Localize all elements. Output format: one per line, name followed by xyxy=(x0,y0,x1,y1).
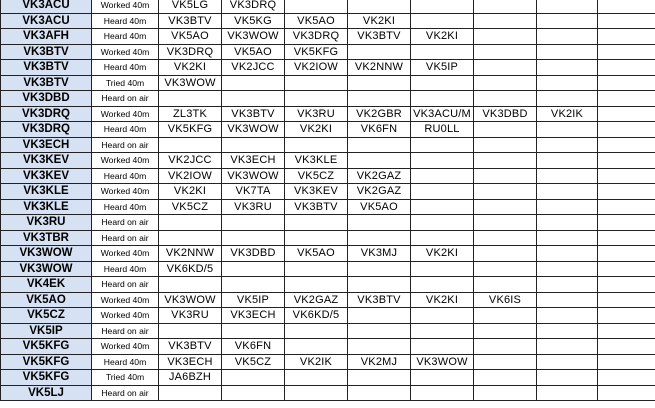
contact-callsign xyxy=(537,323,598,339)
contact-callsign xyxy=(411,308,474,324)
contact-callsign xyxy=(474,184,537,200)
contact-callsign xyxy=(474,370,537,386)
contact-callsign: VK3WOW xyxy=(222,122,285,138)
contact-callsign xyxy=(537,246,598,262)
contact-status: Heard on air xyxy=(92,277,159,293)
contact-callsign: ZL3TK xyxy=(159,106,222,122)
contact-callsign xyxy=(598,29,655,45)
station-callsign: VK3DRQ xyxy=(1,122,92,138)
contact-callsign: VK2IK xyxy=(285,354,348,370)
contact-callsign xyxy=(598,323,655,339)
contact-status: Heard 40m xyxy=(92,354,159,370)
contact-callsign xyxy=(537,292,598,308)
contact-callsign xyxy=(474,277,537,293)
table-row xyxy=(1,261,655,277)
contact-callsign: VK5IP xyxy=(222,292,285,308)
contact-callsign xyxy=(159,385,222,401)
contact-callsign xyxy=(474,44,537,60)
contact-callsign xyxy=(348,215,411,231)
contact-callsign xyxy=(285,385,348,401)
contact-callsign: VK3DRQ xyxy=(159,44,222,60)
contact-callsign xyxy=(537,153,598,169)
contact-callsign: VK5AO xyxy=(285,246,348,262)
contact-callsign: VK5CZ xyxy=(159,199,222,215)
contact-callsign: VK2KI xyxy=(285,122,348,138)
table-row xyxy=(1,323,655,339)
table-row xyxy=(1,230,655,246)
contact-callsign xyxy=(348,370,411,386)
contact-callsign xyxy=(222,277,285,293)
contact-callsign: VK5AO xyxy=(222,44,285,60)
contact-callsign: VK3BTV xyxy=(348,29,411,45)
contact-status: Heard 40m xyxy=(92,122,159,138)
contact-log-body xyxy=(1,0,655,401)
contact-callsign xyxy=(598,122,655,138)
contact-callsign xyxy=(537,91,598,107)
contact-status: Worked 40m xyxy=(92,292,159,308)
contact-callsign: VK3BTV xyxy=(222,106,285,122)
table-row xyxy=(1,168,655,184)
station-callsign: VK3ACU xyxy=(1,0,92,13)
contact-callsign xyxy=(474,153,537,169)
station-callsign: VK5KFG xyxy=(1,339,92,355)
contact-callsign: VK3ACU/M xyxy=(411,106,474,122)
table-row xyxy=(1,106,655,122)
contact-callsign xyxy=(537,230,598,246)
contact-status: Worked 40m xyxy=(92,106,159,122)
station-callsign: VK5LJ xyxy=(1,385,92,401)
table-row xyxy=(1,13,655,29)
contact-callsign xyxy=(222,137,285,153)
station-callsign: VK3ECH xyxy=(1,137,92,153)
table-row xyxy=(1,137,655,153)
station-callsign: VK3KEV xyxy=(1,153,92,169)
contact-status: Tried 40m xyxy=(92,370,159,386)
contact-callsign xyxy=(285,370,348,386)
contact-callsign xyxy=(348,0,411,13)
contact-callsign: VK2KI xyxy=(159,60,222,76)
contact-callsign xyxy=(411,370,474,386)
contact-callsign xyxy=(598,91,655,107)
contact-callsign: VK3ECH xyxy=(159,354,222,370)
contact-callsign: VK3KEV xyxy=(285,184,348,200)
contact-callsign xyxy=(474,122,537,138)
contact-callsign: VK3WOW xyxy=(222,168,285,184)
contact-callsign xyxy=(598,106,655,122)
contact-callsign: VK3BTV xyxy=(159,13,222,29)
contact-callsign xyxy=(348,91,411,107)
station-callsign: VK5IP xyxy=(1,323,92,339)
contact-callsign: VK5IP xyxy=(411,60,474,76)
contact-callsign xyxy=(537,0,598,13)
contact-callsign xyxy=(285,0,348,13)
contact-callsign xyxy=(159,137,222,153)
contact-callsign xyxy=(411,75,474,91)
contact-callsign xyxy=(474,385,537,401)
table-row xyxy=(1,91,655,107)
contact-callsign xyxy=(474,230,537,246)
contact-callsign xyxy=(411,199,474,215)
contact-callsign: VK5CZ xyxy=(222,354,285,370)
contact-status: Heard on air xyxy=(92,215,159,231)
contact-callsign xyxy=(285,230,348,246)
contact-callsign xyxy=(598,75,655,91)
contact-callsign: VK3RU xyxy=(285,106,348,122)
contact-callsign: VK2NNW xyxy=(348,60,411,76)
contact-callsign xyxy=(411,230,474,246)
contact-callsign xyxy=(537,60,598,76)
station-callsign: VK3WOW xyxy=(1,246,92,262)
contact-status: Heard on air xyxy=(92,137,159,153)
contact-status: Heard on air xyxy=(92,323,159,339)
contact-status: Worked 40m xyxy=(92,184,159,200)
contact-callsign xyxy=(537,199,598,215)
contact-callsign xyxy=(598,277,655,293)
table-row xyxy=(1,184,655,200)
contact-status: Heard on air xyxy=(92,230,159,246)
contact-callsign: VK3DRQ xyxy=(222,0,285,13)
contact-callsign: VK3ECH xyxy=(222,153,285,169)
contact-callsign xyxy=(348,44,411,60)
contact-callsign: VK3WOW xyxy=(159,75,222,91)
contact-callsign xyxy=(159,230,222,246)
contact-callsign: VK5KFG xyxy=(285,44,348,60)
contact-callsign xyxy=(537,339,598,355)
contact-callsign: VK6FN xyxy=(222,339,285,355)
station-callsign: VK3BTV xyxy=(1,75,92,91)
contact-callsign xyxy=(598,308,655,324)
contact-callsign xyxy=(474,13,537,29)
contact-callsign xyxy=(598,153,655,169)
contact-callsign xyxy=(348,277,411,293)
contact-callsign xyxy=(348,339,411,355)
contact-callsign: VK3BTV xyxy=(348,292,411,308)
contact-callsign xyxy=(537,44,598,60)
contact-status: Worked 40m xyxy=(92,246,159,262)
table-row xyxy=(1,122,655,138)
table-row xyxy=(1,215,655,231)
contact-callsign xyxy=(474,168,537,184)
contact-callsign xyxy=(348,153,411,169)
station-callsign: VK3BTV xyxy=(1,60,92,76)
contact-callsign xyxy=(285,215,348,231)
table-row xyxy=(1,29,655,45)
station-callsign: VK3ACU xyxy=(1,13,92,29)
station-callsign: VK4EK xyxy=(1,277,92,293)
contact-callsign xyxy=(348,75,411,91)
contact-callsign: VK2IK xyxy=(537,106,598,122)
contact-callsign xyxy=(474,261,537,277)
table-row xyxy=(1,292,655,308)
contact-callsign: VK2KI xyxy=(411,246,474,262)
contact-status: Worked 40m xyxy=(92,153,159,169)
contact-callsign: VK6KD/5 xyxy=(285,308,348,324)
contact-callsign: VK3RU xyxy=(159,308,222,324)
contact-callsign xyxy=(348,323,411,339)
station-callsign: VK5KFG xyxy=(1,354,92,370)
contact-callsign: VK3RU xyxy=(222,199,285,215)
station-callsign: VK5CZ xyxy=(1,308,92,324)
contact-callsign: VK3BTV xyxy=(159,339,222,355)
contact-callsign xyxy=(598,261,655,277)
contact-status: Heard 40m xyxy=(92,168,159,184)
table-row xyxy=(1,277,655,293)
contact-callsign xyxy=(474,323,537,339)
station-callsign: VK5KFG xyxy=(1,370,92,386)
contact-callsign xyxy=(159,277,222,293)
contact-callsign: VK7TA xyxy=(222,184,285,200)
station-callsign: VK3KEV xyxy=(1,168,92,184)
contact-callsign xyxy=(537,29,598,45)
contact-callsign xyxy=(285,277,348,293)
contact-callsign xyxy=(598,385,655,401)
contact-callsign xyxy=(474,215,537,231)
contact-callsign: VK6FN xyxy=(348,122,411,138)
contact-callsign: VK5AO xyxy=(159,29,222,45)
contact-callsign: VK2GAZ xyxy=(348,168,411,184)
station-callsign: VK5AO xyxy=(1,292,92,308)
table-row xyxy=(1,385,655,401)
contact-callsign xyxy=(537,13,598,29)
contact-callsign xyxy=(598,199,655,215)
contact-status: Heard 40m xyxy=(92,29,159,45)
contact-status: Worked 40m xyxy=(92,44,159,60)
contact-callsign xyxy=(537,215,598,231)
station-callsign: VK3DBD xyxy=(1,91,92,107)
contact-callsign xyxy=(537,122,598,138)
contact-callsign: VK2NNW xyxy=(159,246,222,262)
contact-callsign xyxy=(411,13,474,29)
contact-status: Worked 40m xyxy=(92,308,159,324)
contact-callsign xyxy=(159,215,222,231)
contact-callsign xyxy=(222,261,285,277)
contact-callsign xyxy=(537,308,598,324)
contact-status: Heard 40m xyxy=(92,261,159,277)
table-row xyxy=(1,246,655,262)
contact-callsign xyxy=(222,370,285,386)
contact-callsign xyxy=(411,168,474,184)
contact-callsign xyxy=(598,13,655,29)
contact-callsign: VK2KI xyxy=(159,184,222,200)
contact-status: Worked 40m xyxy=(92,0,159,13)
contact-callsign: VK2GAZ xyxy=(348,184,411,200)
contact-status: Tried 40m xyxy=(92,75,159,91)
contact-callsign xyxy=(537,168,598,184)
contact-callsign xyxy=(598,137,655,153)
contact-callsign xyxy=(474,91,537,107)
contact-callsign xyxy=(598,292,655,308)
contact-callsign: VK3DRQ xyxy=(285,29,348,45)
station-callsign: VK3DRQ xyxy=(1,106,92,122)
contact-callsign xyxy=(411,215,474,231)
table-row xyxy=(1,44,655,60)
contact-callsign: VK2KI xyxy=(411,29,474,45)
contact-callsign xyxy=(411,91,474,107)
table-row xyxy=(1,354,655,370)
contact-callsign xyxy=(474,246,537,262)
contact-callsign xyxy=(537,184,598,200)
contact-callsign: VK5KFG xyxy=(159,122,222,138)
contact-callsign xyxy=(411,153,474,169)
contact-callsign xyxy=(598,339,655,355)
contact-callsign xyxy=(411,385,474,401)
station-callsign: VK3KLE xyxy=(1,199,92,215)
contact-callsign xyxy=(598,168,655,184)
contact-callsign xyxy=(285,339,348,355)
contact-callsign: VK3WOW xyxy=(411,354,474,370)
contact-callsign xyxy=(474,0,537,13)
contact-callsign xyxy=(222,215,285,231)
contact-callsign xyxy=(474,339,537,355)
contact-callsign: VK3BTV xyxy=(285,199,348,215)
contact-callsign: VK2JCC xyxy=(159,153,222,169)
contact-callsign xyxy=(598,184,655,200)
contact-callsign xyxy=(348,385,411,401)
contact-callsign xyxy=(537,385,598,401)
table-row xyxy=(1,370,655,386)
contact-callsign xyxy=(411,339,474,355)
contact-callsign: VK5KG xyxy=(222,13,285,29)
contact-callsign: VK3DBD xyxy=(222,246,285,262)
contact-callsign: VK5CZ xyxy=(285,168,348,184)
contact-callsign xyxy=(474,308,537,324)
contact-callsign xyxy=(474,137,537,153)
contact-callsign xyxy=(159,91,222,107)
contact-callsign xyxy=(474,354,537,370)
contact-callsign xyxy=(411,261,474,277)
station-callsign: VK3RU xyxy=(1,215,92,231)
contact-callsign xyxy=(598,215,655,231)
contact-callsign xyxy=(598,370,655,386)
contact-callsign xyxy=(222,323,285,339)
contact-callsign xyxy=(222,91,285,107)
station-callsign: VK3BTV xyxy=(1,44,92,60)
contact-callsign xyxy=(537,277,598,293)
contact-callsign: VK2GAZ xyxy=(285,292,348,308)
table-row xyxy=(1,308,655,324)
contact-callsign: VK2GBR xyxy=(348,106,411,122)
table-row xyxy=(1,153,655,169)
table-row xyxy=(1,199,655,215)
contact-callsign xyxy=(411,323,474,339)
contact-callsign: VK2MJ xyxy=(348,354,411,370)
contact-callsign xyxy=(222,75,285,91)
contact-callsign xyxy=(411,137,474,153)
contact-status: Heard 40m xyxy=(92,60,159,76)
contact-callsign xyxy=(598,354,655,370)
contact-status: Heard 40m xyxy=(92,13,159,29)
contact-callsign: VK3DBD xyxy=(474,106,537,122)
contact-callsign: VK3WOW xyxy=(159,292,222,308)
contact-callsign: JA6BZH xyxy=(159,370,222,386)
contact-callsign xyxy=(537,261,598,277)
contact-callsign: VK2KI xyxy=(348,13,411,29)
contact-callsign xyxy=(474,199,537,215)
contact-callsign: VK2IOW xyxy=(159,168,222,184)
station-callsign: VK3WOW xyxy=(1,261,92,277)
contact-callsign xyxy=(537,370,598,386)
contact-callsign xyxy=(474,75,537,91)
contact-callsign xyxy=(222,230,285,246)
contact-callsign xyxy=(598,60,655,76)
contact-callsign xyxy=(598,246,655,262)
contact-status: Heard on air xyxy=(92,91,159,107)
contact-callsign: VK5AO xyxy=(285,13,348,29)
table-row xyxy=(1,0,655,13)
contact-callsign xyxy=(159,323,222,339)
table-row xyxy=(1,339,655,355)
contact-callsign: VK3WOW xyxy=(222,29,285,45)
contact-callsign: RU0LL xyxy=(411,122,474,138)
contact-callsign xyxy=(474,29,537,45)
contact-callsign xyxy=(598,230,655,246)
contact-callsign xyxy=(598,44,655,60)
contact-callsign: VK3MJ xyxy=(348,246,411,262)
contact-callsign: VK2KI xyxy=(411,292,474,308)
contact-callsign: VK5AO xyxy=(348,199,411,215)
contact-callsign xyxy=(348,261,411,277)
contact-callsign xyxy=(285,137,348,153)
contact-callsign xyxy=(537,137,598,153)
contact-callsign: VK6KD/5 xyxy=(159,261,222,277)
contact-status: Worked 40m xyxy=(92,339,159,355)
contact-callsign: VK2IOW xyxy=(285,60,348,76)
contact-status: Heard on air xyxy=(92,385,159,401)
contact-callsign xyxy=(537,75,598,91)
contact-callsign: VK2JCC xyxy=(222,60,285,76)
contact-callsign xyxy=(537,354,598,370)
table-row xyxy=(1,60,655,76)
contact-callsign xyxy=(285,75,348,91)
contact-callsign: VK6IS xyxy=(474,292,537,308)
station-callsign: VK3KLE xyxy=(1,184,92,200)
station-callsign: VK3TBR xyxy=(1,230,92,246)
contact-callsign xyxy=(285,91,348,107)
table-row xyxy=(1,75,655,91)
contact-callsign xyxy=(474,60,537,76)
contact-callsign xyxy=(598,0,655,13)
contact-callsign xyxy=(348,137,411,153)
contact-callsign: VK3ECH xyxy=(222,308,285,324)
contact-callsign xyxy=(411,277,474,293)
contact-callsign xyxy=(411,0,474,13)
contact-callsign xyxy=(285,261,348,277)
contact-callsign xyxy=(411,44,474,60)
contact-callsign: VK5LG xyxy=(159,0,222,13)
contact-callsign: VK3KLE xyxy=(285,153,348,169)
contact-callsign xyxy=(348,308,411,324)
contact-callsign xyxy=(222,385,285,401)
contact-callsign xyxy=(285,323,348,339)
contact-callsign xyxy=(348,230,411,246)
station-callsign: VK3AFH xyxy=(1,29,92,45)
contact-callsign xyxy=(411,184,474,200)
contact-status: Heard 40m xyxy=(92,199,159,215)
